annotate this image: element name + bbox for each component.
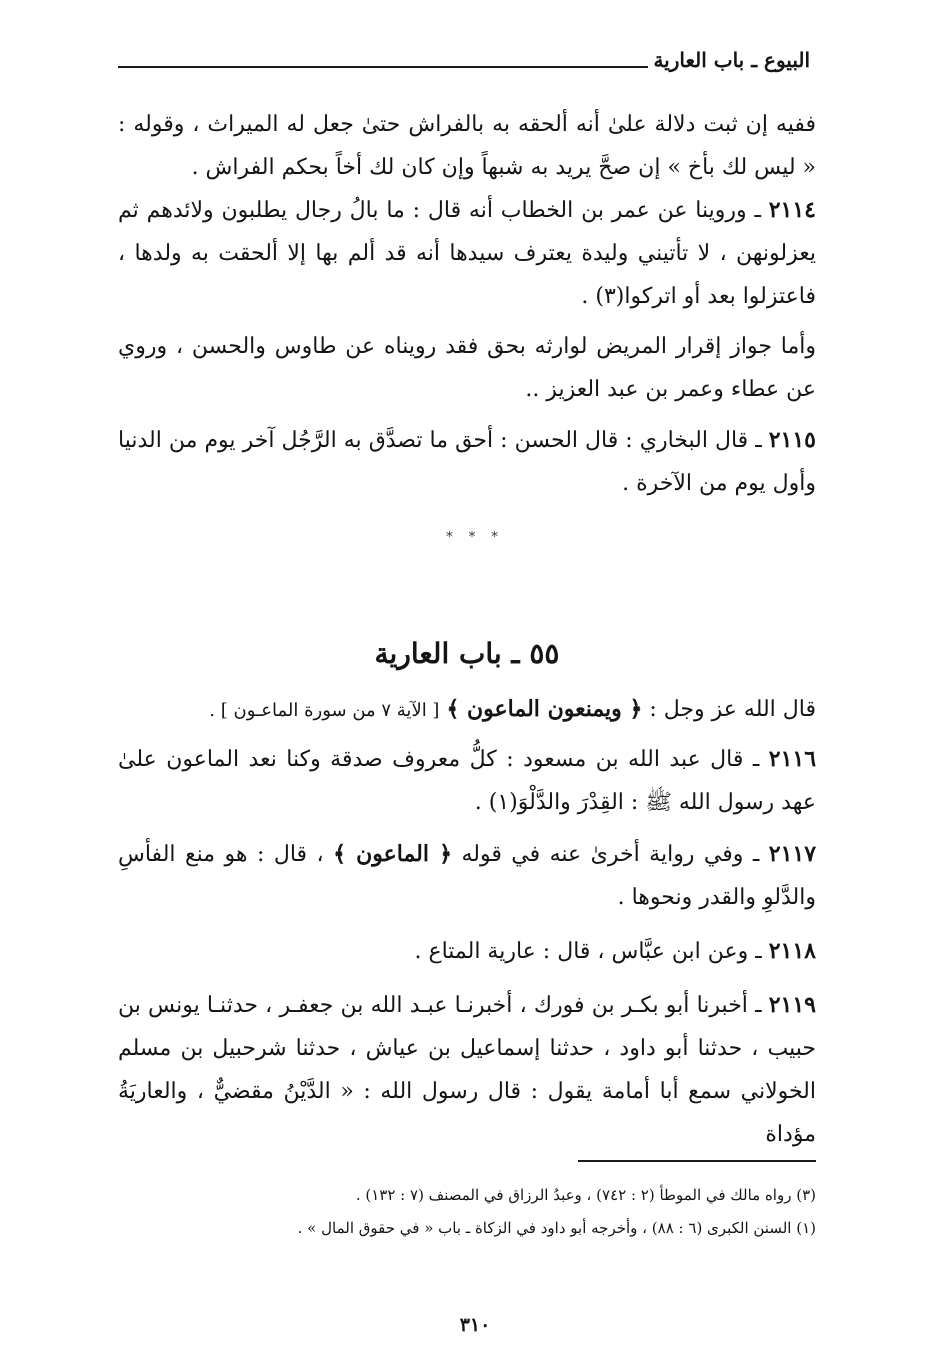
hadith-number: ٢١١٦ — [768, 746, 817, 772]
quran-intro: قال الله عز وجل : — [649, 697, 816, 722]
hadith-text: ـ وروينا عن عمر بن الخطاب أنه قال : ما بالُ رجال يطلبون ولائدهم ثم يعزلونهن ، لا تأتيني وليدة يعترف سيدها أنه قد ألم بها إلا ألحقت به ولدها ، فاعتزلوا بعد أو اتركوا(٣) . — [118, 198, 816, 309]
hadith-number: ٢١١٨ — [768, 938, 816, 964]
footnote-3: (٣) رواه مالك في الموطأ (٢ : ٧٤٢) ، وعبدُ الرزاق في المصنف (٧ : ١٣٢) . — [355, 1186, 816, 1204]
hadith-2114 — [118, 189, 816, 318]
hadith-2118 — [118, 930, 816, 973]
hadith-text-after: ، قال : هو منع الفأسِ والدَّلوِ والقدر ونحوها . — [118, 842, 816, 910]
footnote-1: (١) السنن الكبرى (٦ : ٨٨) ، وأخرجه أبو داود في الزكاة ـ باب « في حقوق المال » . — [297, 1219, 816, 1237]
hadith-text-before: ـ وفي رواية أخرىٰ عنه في قوله — [461, 842, 760, 867]
hadith-2119 — [118, 984, 816, 1156]
chapter-title: ٥٥ ـ باب العارية — [374, 637, 560, 670]
hadith-number: ٢١١٤ — [768, 197, 816, 223]
hadith-text: ـ قال البخاري : قال الحسن : أحق ما تصدَّق به الرَّجُل آخر يوم من الدنيا وأول يوم من الآخرة . — [118, 428, 816, 496]
hadith-quoted-word: ﴿ الماعون ﴾ — [333, 841, 452, 867]
section-separator: * * * — [446, 530, 504, 545]
hadith-text: ـ أخبرنا أبو بكـر بن فورك ، أخبرنـا عبـد الله بن جعفـر ، حدثنـا يونس بن حبيب ، حدثنا أبو داود ، حدثنا إسماعيل بن عياش ، حدثنا شرحبيل بن مسلم الخولاني سمع أبا أمامة يقول : قال رسول الله : « الدَّيْنُ مقضيٌّ ، والعاريَةُ مؤداة — [118, 993, 816, 1147]
quran-reference: [ الآية ٧ من سورة الماعـون ] . — [209, 700, 440, 721]
hadith-number: ٢١١٩ — [768, 992, 816, 1018]
paragraph-sick-acknowledgment: وأما جواز إقرار المريض لوارثه بحق فقد رويناه عن طاوس والحسن ، وروي عن عطاء وعمر بن عبد العزيز .. — [118, 334, 816, 402]
hadith-2116 — [118, 738, 816, 824]
hadith-number: ٢١١٧ — [768, 841, 817, 867]
header-rule — [118, 66, 648, 68]
hadith-text: ـ وعن ابن عبَّاس ، قال : عارية المتاع . — [414, 939, 762, 964]
footnote-rule — [578, 1160, 816, 1162]
hadith-text: ـ قال عبد الله بن مسعود : كلُّ معروف صدقة وكنا نعد الماعون علىٰ عهد رسول الله ﷺ : القِدْرَ والدَّلْوَ(١) . — [118, 747, 816, 815]
running-head: البيوع ـ باب العارية — [653, 48, 810, 72]
hadith-2115 — [118, 419, 816, 505]
quran-citation — [118, 688, 816, 732]
quran-verse: ﴿ ويمنعون الماعون ﴾ — [446, 696, 643, 722]
hadith-number: ٢١١٥ — [768, 427, 816, 453]
hadith-2117 — [118, 833, 816, 919]
page-number: ٣١٠ — [459, 1314, 491, 1336]
paragraph-inheritance: ففيه إن ثبت دلالة علىٰ أنه ألحقه به بالفراش حتىٰ جعل له الميراث ، وقوله : « ليس لك بأخ » إن صحَّ يريد به شبهاً وإن كان لك أخاً بحكم الفراش . — [118, 112, 816, 180]
